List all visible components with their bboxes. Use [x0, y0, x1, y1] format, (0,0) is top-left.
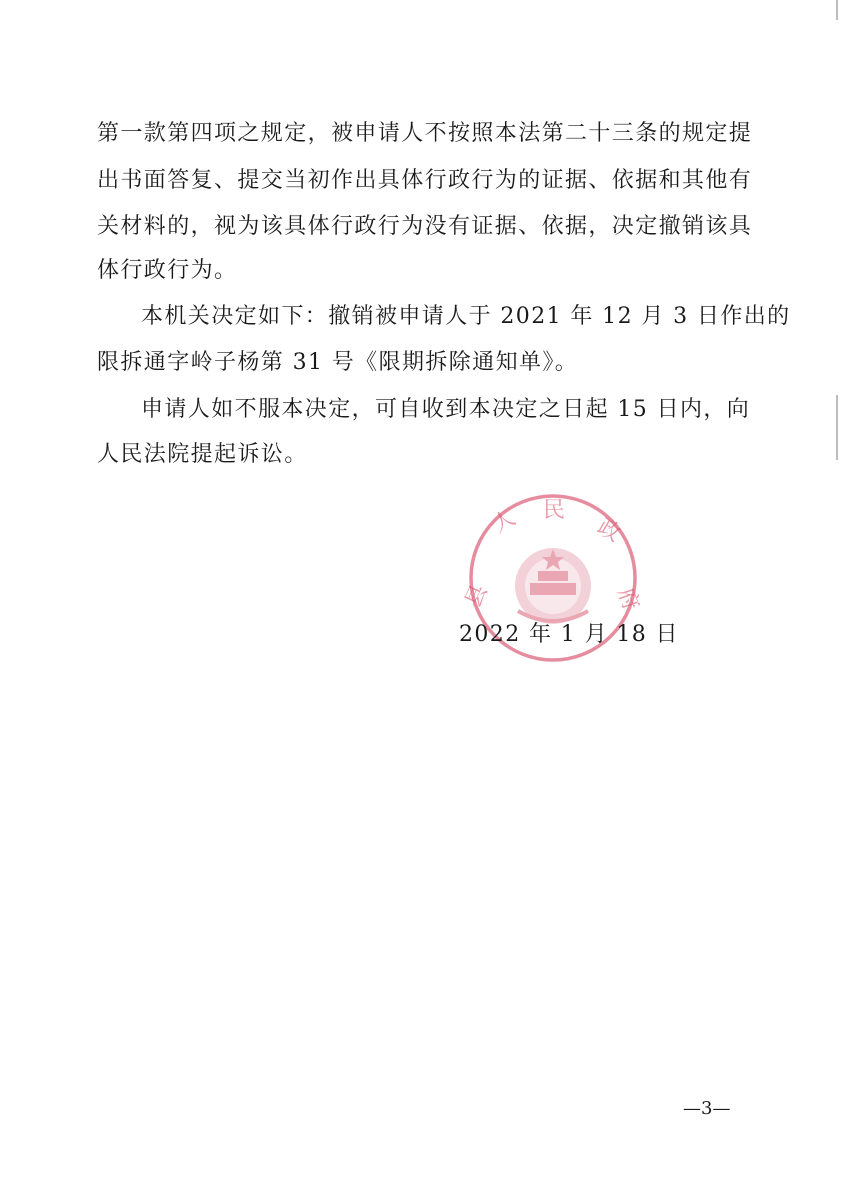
scan-edge-mark: [836, 395, 838, 460]
body-text-line: 申请人如不服本决定，可自收到本决定之日起 15 日内，向: [141, 397, 751, 422]
scan-edge-mark: [836, 0, 838, 20]
body-text-line: 限拆通字岭子杨第 31 号《限期拆除通知单》。: [97, 350, 579, 375]
seal-emblem: [515, 548, 591, 624]
body-text-line: 关材料的，视为该具体行政行为没有证据、依据，决定撤销该具: [97, 214, 753, 239]
body-text-line: 第一款第四项之规定，被申请人不按照本法第二十三条的规定提: [97, 121, 753, 146]
svg-text:县: 县: [460, 581, 493, 612]
body-text-line: 人民法院提起诉讼。: [97, 442, 308, 467]
body-text-line: 本机关决定如下：撤销被申请人于 2021 年 12 月 3 日作出的: [141, 304, 791, 329]
svg-text:人: 人: [488, 505, 521, 539]
page-number: —3—: [683, 1098, 731, 1119]
body-text-line: 出书面答复、提交当初作出具体行政行为的证据、依据和其他有: [97, 168, 753, 193]
svg-text:政: 政: [593, 514, 625, 548]
signature-date: 2022 年 1 月 18 日: [459, 622, 679, 647]
svg-text:民: 民: [543, 498, 566, 523]
svg-text:府: 府: [612, 584, 644, 614]
body-text-line: 体行政行为。: [97, 258, 238, 283]
